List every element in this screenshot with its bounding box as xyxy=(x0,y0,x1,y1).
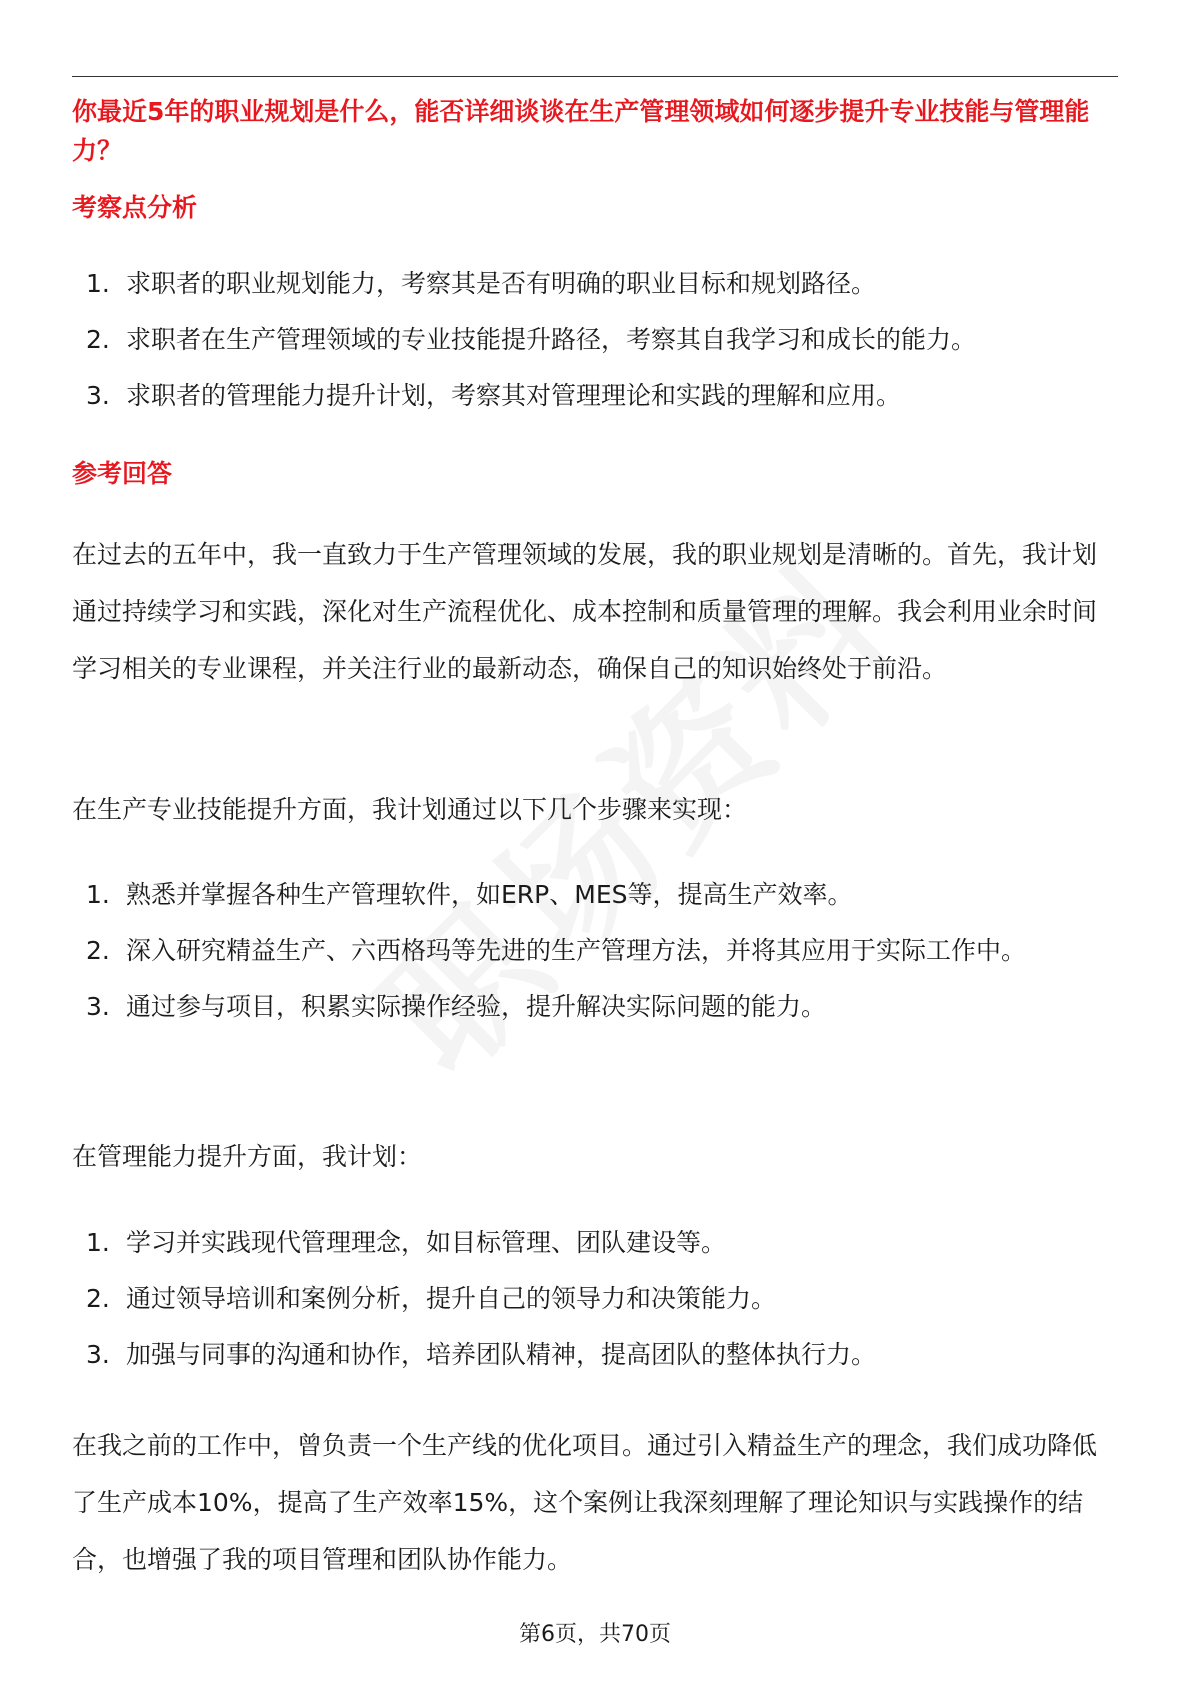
list-item-text: 求职者的职业规划能力，考察其是否有明确的职业目标和规划路径。 xyxy=(126,269,877,298)
list-number: 2. xyxy=(86,1284,110,1313)
answer-paragraph-3: 在管理能力提升方面，我计划： xyxy=(72,1142,423,1171)
list-item xyxy=(72,1215,1118,1271)
list-number: 3. xyxy=(86,992,110,1021)
list-item xyxy=(72,867,1118,923)
analysis-heading: 考察点分析 xyxy=(72,193,198,222)
skills-list xyxy=(72,867,1118,1035)
list-item-text: 通过参与项目，积累实际操作经验，提升解决实际问题的能力。 xyxy=(126,992,827,1021)
answer-paragraph-1: 在过去的五年中，我一直致力于生产管理领域的发展，我的职业规划是清晰的。首先，我计划通过持续学习和实践，深化对生产流程优化、成本控制和质量管理的理解。我会利用业余时间学习相关的专业课程，并关注行业的最新动态，确保自己的知识始终处于前沿。 xyxy=(72,540,1098,683)
list-item xyxy=(72,1327,1118,1383)
list-item xyxy=(72,368,1118,424)
list-number: 2. xyxy=(86,325,110,354)
list-item-text: 求职者的管理能力提升计划，考察其对管理理论和实践的理解和应用。 xyxy=(126,381,902,410)
analysis-list xyxy=(72,256,1118,424)
answer-paragraph-4: 在我之前的工作中，曾负责一个生产线的优化项目。通过引入精益生产的理念，我们成功降低了生产成本10%，提高了生产效率15%，这个案例让我深刻理解了理论知识与实践操作的结合，也增强了我的项目管理和团队协作能力。 xyxy=(72,1431,1098,1574)
page-number: 第6页，共70页 xyxy=(519,1622,671,1647)
list-number: 1. xyxy=(86,1228,110,1257)
answer-heading: 参考回答 xyxy=(72,459,173,488)
question-title: 你最近5年的职业规划是什么，能否详细谈谈在生产管理领域如何逐步提升专业技能与管理能力？ xyxy=(72,97,1090,165)
list-item-text: 熟悉并掌握各种生产管理软件，如ERP、MES等，提高生产效率。 xyxy=(126,880,853,909)
document-page xyxy=(72,0,1118,1684)
list-number: 3. xyxy=(86,1340,110,1369)
answer-paragraph-2: 在生产专业技能提升方面，我计划通过以下几个步骤来实现： xyxy=(72,795,748,824)
list-number: 1. xyxy=(86,880,110,909)
list-number: 3. xyxy=(86,381,110,410)
list-item xyxy=(72,256,1118,312)
top-divider xyxy=(72,76,1118,77)
list-item xyxy=(72,923,1118,979)
list-item xyxy=(72,312,1118,368)
list-item-text: 加强与同事的沟通和协作，培养团队精神，提高团队的整体执行力。 xyxy=(126,1340,877,1369)
list-item-text: 通过领导培训和案例分析，提升自己的领导力和决策能力。 xyxy=(126,1284,777,1313)
list-item-text: 深入研究精益生产、六西格玛等先进的生产管理方法，并将其应用于实际工作中。 xyxy=(126,936,1027,965)
list-number: 1. xyxy=(86,269,110,298)
list-item xyxy=(72,1271,1118,1327)
list-item xyxy=(72,979,1118,1035)
list-item-text: 学习并实践现代管理理念，如目标管理、团队建设等。 xyxy=(126,1228,727,1257)
management-list xyxy=(72,1215,1118,1383)
list-item-text: 求职者在生产管理领域的专业技能提升路径，考察其自我学习和成长的能力。 xyxy=(126,325,977,354)
list-number: 2. xyxy=(86,936,110,965)
